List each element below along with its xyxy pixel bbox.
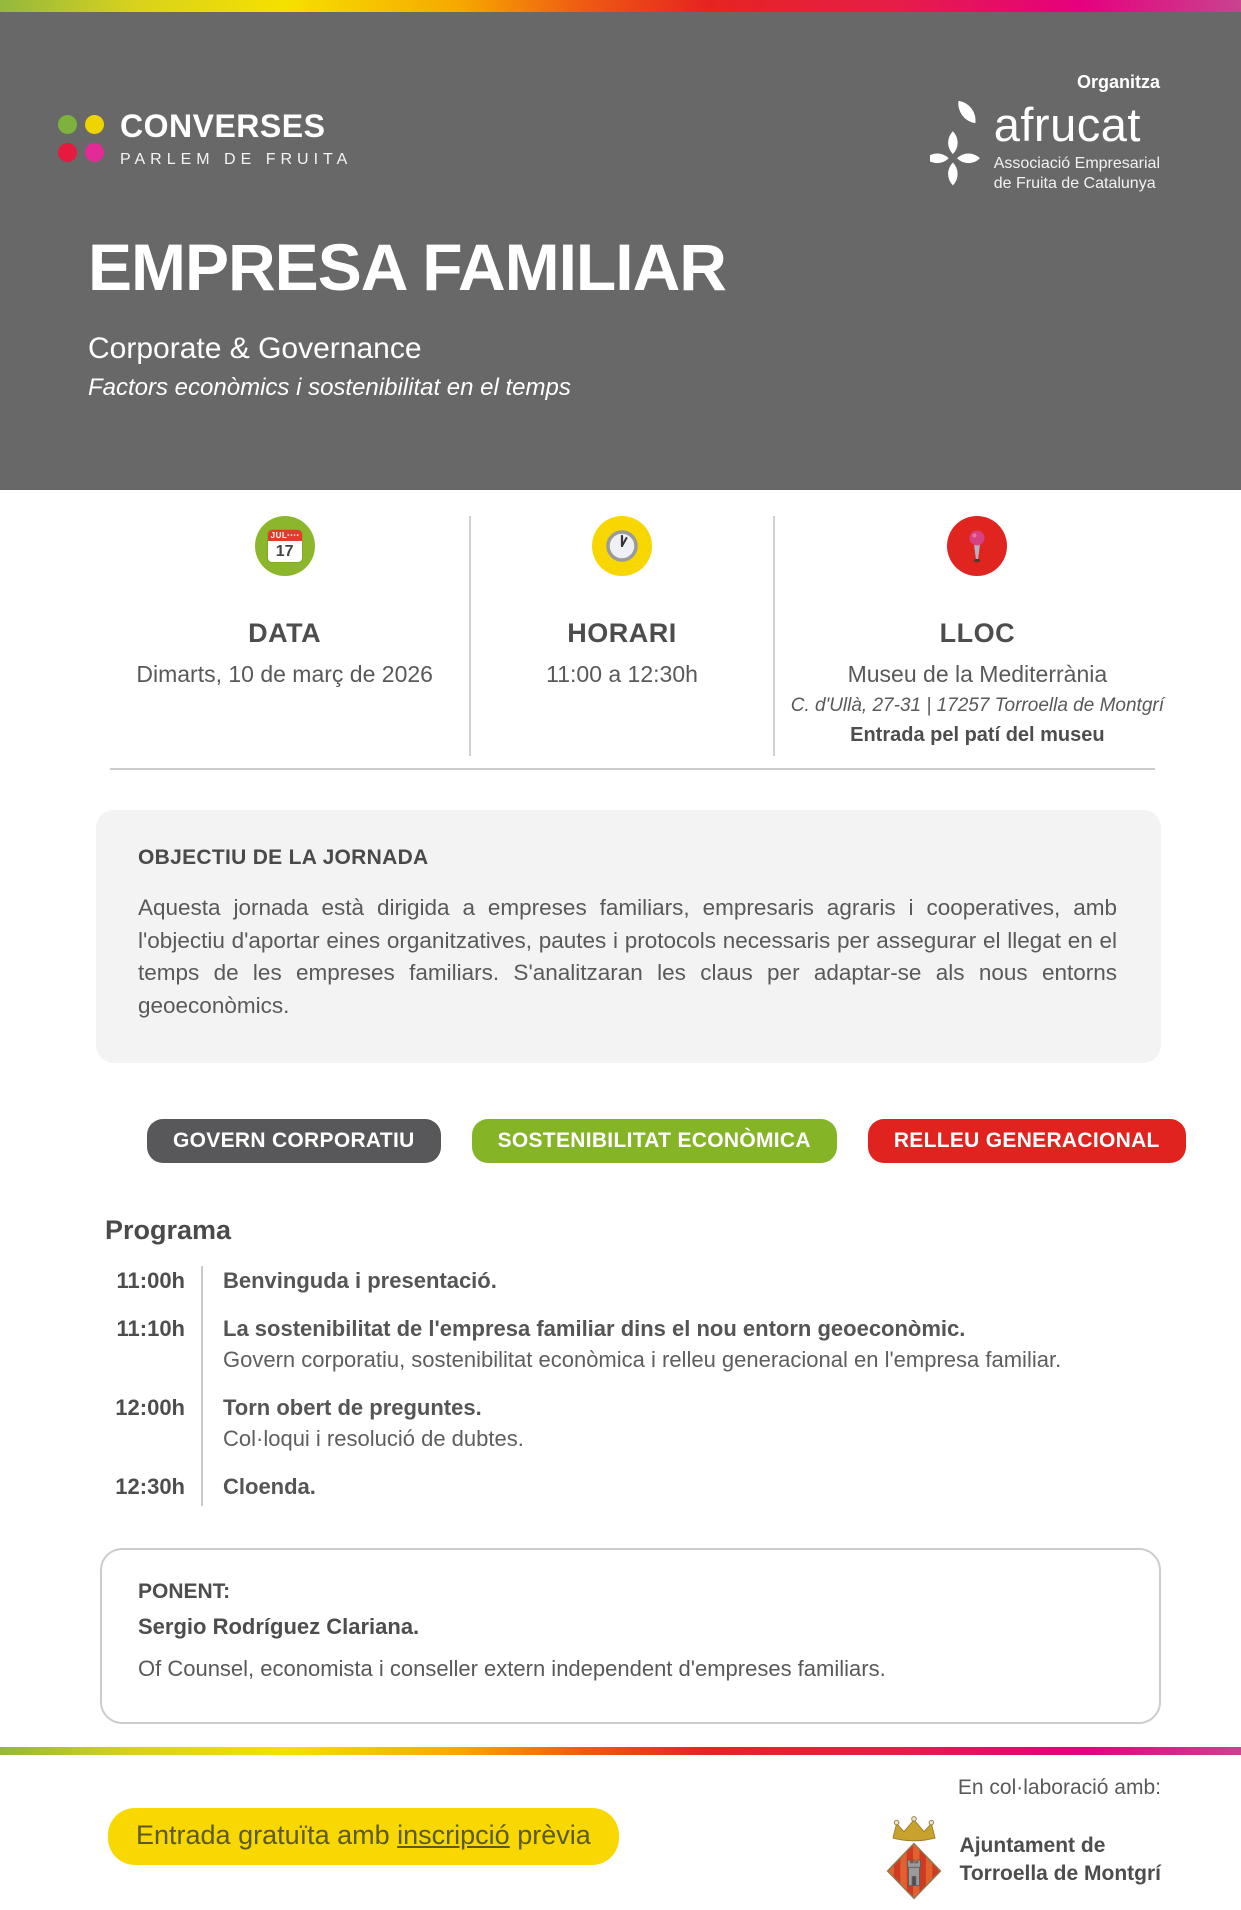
page-tagline: Factors econòmics i sostenibilitat en el temps xyxy=(88,374,571,401)
lloc-value: Museu de la Mediterrània xyxy=(847,661,1108,687)
tag-govern-corporatiu: GOVERN CORPORATIU xyxy=(147,1119,441,1163)
bottom-gradient-bar xyxy=(0,1747,1241,1755)
topic-tags xyxy=(147,1119,1241,1163)
calendar-icon: JUL •••• 17 xyxy=(255,516,315,576)
footer xyxy=(108,1776,1161,1910)
afrucat-tagline-1: Associació Empresarial xyxy=(993,155,1160,172)
afrucat-symbol-icon xyxy=(930,101,982,187)
data-value: Dimarts, 10 de març de 2026 xyxy=(136,661,433,687)
horari-label: HORARI xyxy=(567,618,677,648)
info-column-lloc xyxy=(773,516,1180,756)
speaker-label: PONENT: xyxy=(138,1579,231,1603)
collaboration-label: En col·laboració amb: xyxy=(957,1775,1161,1799)
collaboration-block xyxy=(882,1776,1161,1910)
objective-body: Aquesta jornada està dirigida a empreses familiars, empresaris agraris i cooperatives, amb l'objectiu d'aportar eines organitzatives, pautes i protocols necessaris per assegurar el llegat en el temps de les empreses familiars. S'analitzaran les claus per adaptar-se als nous entorns geoeconòmics. xyxy=(138,895,1117,1018)
converses-logo xyxy=(58,110,352,169)
collaboration-name xyxy=(960,1832,1161,1887)
speaker-bio: Of Counsel, economista i conseller extern independent d'empreses familiars. xyxy=(138,1655,886,1681)
converses-dots-icon xyxy=(58,115,104,162)
lloc-note: Entrada pel patí del museu xyxy=(850,724,1105,746)
tag-relleu-generacional: RELLEU GENERACIONAL xyxy=(868,1119,1186,1163)
top-gradient-bar xyxy=(0,0,1241,12)
speaker-name: Sergio Rodríguez Clariana. xyxy=(138,1613,420,1639)
speaker-box xyxy=(100,1548,1161,1724)
afrucat-tagline-2: de Fruita de Catalunya xyxy=(993,175,1156,192)
program-title: La sostenibilitat de l'empresa familiar dins el nou entorn geoeconòmic. xyxy=(223,1315,966,1341)
tag-sostenibilitat-economica: SOSTENIBILITAT ECONÒMICA xyxy=(472,1119,837,1163)
lloc-address: C. d'Ullà, 27-31 | 17257 Torroella de Montgrí xyxy=(790,695,1165,716)
program-list xyxy=(105,1266,1161,1506)
organizer-block xyxy=(930,72,1160,194)
program-title: Benvinguda i presentació. xyxy=(223,1267,497,1293)
torroella-coat-of-arms-icon xyxy=(882,1810,946,1910)
inscription-link[interactable]: inscripció xyxy=(397,1819,510,1850)
event-info-row xyxy=(100,490,1180,756)
horari-value: 11:00 a 12:30h xyxy=(546,661,698,687)
divider-rule xyxy=(110,768,1155,770)
program-subtitle: Govern corporatiu, sostenibilitat econòmica i relleu generacional en l'empresa familiar. xyxy=(223,1346,1062,1372)
program-time: 11:10h xyxy=(116,1315,185,1341)
objective-box xyxy=(96,810,1161,1063)
collab-name-line2: Torroella de Montgrí xyxy=(959,1861,1161,1885)
free-entry-banner xyxy=(108,1808,619,1865)
dot-green-icon xyxy=(58,115,77,134)
afrucat-name: afrucat xyxy=(993,98,1141,151)
converses-subtitle: PARLEM DE FRUITA xyxy=(120,151,353,168)
header-banner xyxy=(0,12,1241,490)
program-time: 12:30h xyxy=(115,1473,185,1499)
program-section xyxy=(105,1215,1161,1506)
clock-icon xyxy=(592,516,652,576)
program-time: 11:00h xyxy=(116,1267,185,1293)
calendar-day: 17 xyxy=(275,543,294,560)
program-row xyxy=(105,1266,1161,1314)
cta-prefix: Entrada gratuïta amb xyxy=(136,1819,398,1850)
program-heading: Programa xyxy=(105,1214,232,1245)
program-subtitle: Col·loqui i resolució de dubtes. xyxy=(223,1425,524,1451)
organitza-label: Organitza xyxy=(1076,72,1160,92)
program-row xyxy=(105,1472,1161,1506)
program-title: Torn obert de preguntes. xyxy=(223,1394,482,1420)
program-row xyxy=(105,1393,1161,1472)
program-title: Cloenda. xyxy=(223,1473,316,1499)
pin-icon xyxy=(947,516,1007,576)
dot-yellow-icon xyxy=(85,115,104,134)
calendar-month: JUL xyxy=(270,531,288,540)
dot-red-icon xyxy=(58,143,77,162)
cta-suffix: prèvia xyxy=(509,1819,591,1850)
page-subtitle: Corporate & Governance xyxy=(88,332,422,365)
info-column-data xyxy=(100,516,469,756)
info-column-horari xyxy=(469,516,772,756)
collab-name-line1: Ajuntament de xyxy=(959,1834,1106,1858)
program-row xyxy=(105,1314,1161,1393)
afrucat-logo xyxy=(930,98,1160,194)
program-time: 12:00h xyxy=(115,1394,185,1420)
page-title: EMPRESA FAMILIAR xyxy=(88,230,726,304)
data-label: DATA xyxy=(248,618,322,648)
objective-heading: OBJECTIU DE LA JORNADA xyxy=(138,846,429,869)
lloc-label: LLOC xyxy=(939,618,1016,648)
dot-magenta-icon xyxy=(85,143,104,162)
converses-title: CONVERSES xyxy=(120,108,326,144)
